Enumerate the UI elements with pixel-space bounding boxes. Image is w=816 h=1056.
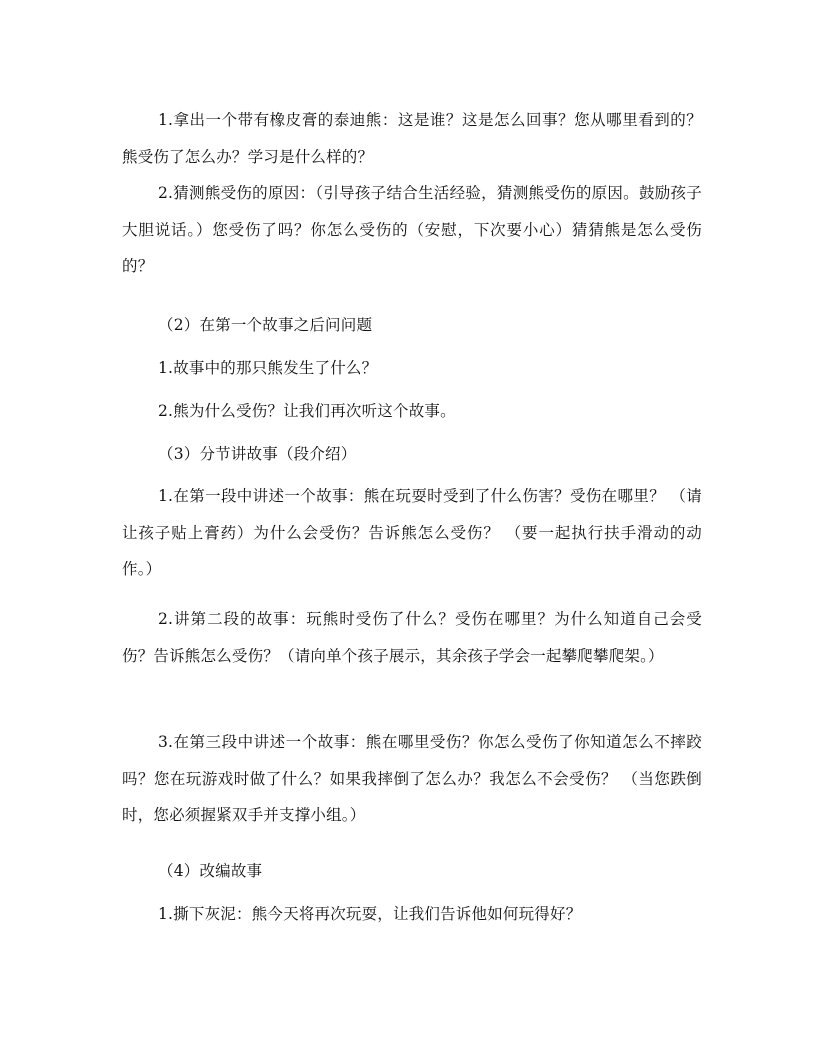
paragraph-7: 3.在第三段中讲述一个故事：熊在哪里受伤？你怎么受伤了你知道怎么不摔跤吗？您在玩游戏时做了什么？如果我摔倒了怎么办？我怎么不会受伤？ （当您跌倒时，您必须握紧双手并支撑小组。） — [122, 733, 702, 824]
section-heading-4: （4）改编故事 — [158, 862, 263, 880]
paragraph-4: 2.熊为什么受伤？让我们再次听这个故事。 — [158, 402, 456, 420]
paragraph-8: 1.撕下灰泥：熊今天将再次玩耍，让我们告诉他如何玩得好？ — [158, 905, 582, 923]
paragraph-2: 2.猜测熊受伤的原因：（引导孩子结合生活经验，猜测熊受伤的原因。鼓励孩子大胆说话。）您受伤了吗？你怎么受伤的（安慰，下次要小心）猜猜熊是怎么受伤的？ — [122, 184, 702, 275]
paragraph-5: 1.在第一段中讲述一个故事：熊在玩耍时受到了什么伤害？受伤在哪里？ （请让孩子贴上膏药）为什么会受伤？告诉熊怎么受伤？ （要一起执行扶手滑动的动作。） — [122, 487, 702, 578]
section-heading-2: （2）在第一个故事之后问问题 — [158, 316, 373, 334]
paragraph-6: 2.讲第二段的故事：玩熊时受伤了什么？受伤在哪里？为什么知道自己会受伤？告诉熊怎么受伤？（请向单个孩子展示，其余孩子学会一起攀爬攀爬架。） — [122, 610, 702, 665]
section-heading-3: （3）分节讲故事（段介绍） — [158, 445, 357, 463]
paragraph-1: 1.拿出一个带有橡皮膏的泰迪熊：这是谁？这是怎么回事？您从哪里看到的？熊受伤了怎么办？学习是什么样的？ — [122, 111, 702, 166]
paragraph-3: 1.故事中的那只熊发生了什么？ — [158, 359, 378, 377]
